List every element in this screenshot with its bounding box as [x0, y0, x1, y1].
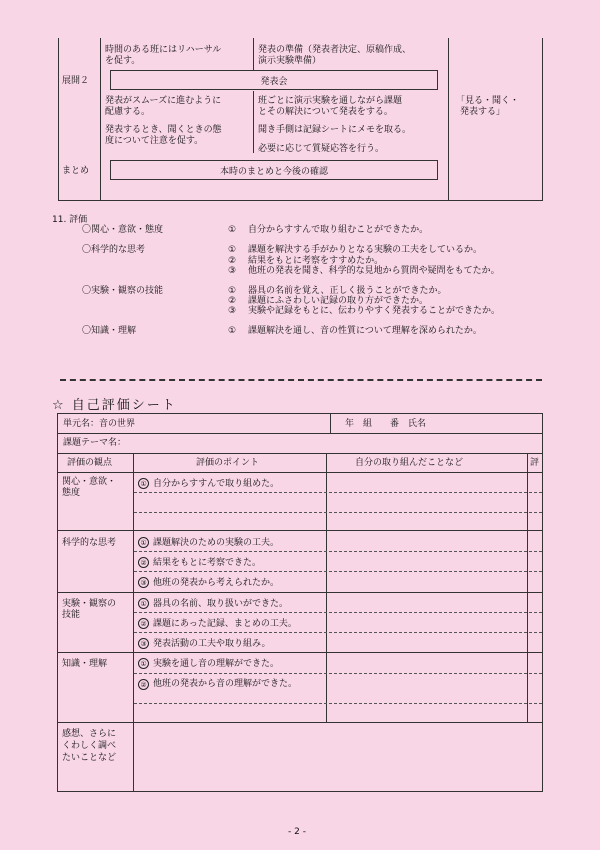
group2-item1-text: 課題解決のための実験の工夫。: [153, 538, 280, 548]
matome-box: 本時のまとめと今後の確認: [110, 160, 438, 180]
circle-number-icon: ③: [138, 638, 149, 649]
page-number: - 2 -: [288, 827, 306, 837]
impression-2: くわしく調べ: [62, 741, 117, 751]
group2-item3-text: 他班の発表から考えられたか。: [153, 578, 280, 588]
tenkai2-label: 展開２: [62, 76, 90, 86]
unit-name: 単元名：音の世界: [63, 419, 136, 429]
group3-item3-text: 発表活動の工夫や取り組み。: [153, 639, 271, 649]
group4-name-1: 知識・理解: [62, 659, 108, 669]
eval-text-1-1: 自分からすすんで取り組むことができたか。: [248, 225, 429, 235]
circle-number-icon: ①: [138, 537, 149, 548]
circle-number-icon: ②: [138, 679, 149, 690]
eval-label-2: 〇科学的な思考: [82, 245, 146, 255]
impression-3: たいことなど: [62, 753, 117, 763]
group3-item2-text: 課題にあった記録、まとめの工夫。: [153, 619, 297, 629]
group3-name-1: 実験・観察の: [62, 599, 117, 609]
group3-item2: [138, 618, 297, 630]
row1-mid-line2: を促す。: [105, 56, 141, 66]
eval-text-3-1: 器具の名前を覚え、正しく扱うことができたか。: [248, 286, 447, 296]
group1-name-2: 態度: [62, 488, 81, 498]
row2-mid-a2: 配慮する。: [105, 107, 151, 117]
row2-mid-b1: 発表するとき、聞くときの態: [105, 125, 222, 135]
circle-number-icon: ③: [138, 577, 149, 588]
eval-label-1: 〇関心・意欲・態度: [82, 225, 164, 235]
eval-label-4: 〇知識・理解: [82, 326, 137, 336]
group2-item2: [138, 557, 261, 569]
group1-name-1: 関心・意欲・: [62, 477, 117, 487]
eval-text-3-3: 実験や記録をもとに、伝わりやすく発表することができたか。: [248, 306, 501, 316]
circle-number-icon: ②: [138, 618, 149, 629]
group3-item1-text: 器具の名前、取り扱いができた。: [153, 599, 289, 609]
matome-label: まとめ: [62, 166, 90, 176]
eval-text-3-2: 課題にふさわしい記録の取り方ができたか。: [248, 296, 429, 306]
header-viewpoint: 評価の観点: [67, 458, 113, 468]
eval-text-2-2: 結果をもとに考察をすすめたか。: [248, 256, 384, 266]
row2-far-2: 発表する」: [460, 107, 506, 117]
header-score: 評: [530, 458, 540, 468]
row2-right-c: 必要に応じて質疑応答を行う。: [258, 144, 385, 154]
eval-text-2-1: 課題を解決する手がかりとなる実験の工夫をしているか。: [248, 245, 483, 255]
group2-item1: [138, 537, 279, 549]
eval-num-4-1: ①: [228, 326, 237, 336]
group3-item1: [138, 598, 288, 610]
impression-1: 感想、さらに: [62, 729, 117, 739]
group3-name-2: 技能: [62, 610, 81, 620]
eval-num-3-2: ②: [228, 296, 237, 306]
eval-text-4-1: 課題解決を通し、音の性質について理解を深められたか。: [248, 326, 482, 336]
circle-number-icon: ①: [138, 658, 149, 669]
group2-name-1: 科学的な思考: [62, 538, 117, 548]
group3-item3: [138, 638, 271, 650]
eval-num-2-1: ①: [228, 245, 237, 255]
row2-right-a2: とその解決について発表をする。: [258, 107, 393, 117]
eval-label-3: 〇実験・観察の技能: [82, 286, 164, 296]
group4-item2-text: 他班の発表から音の理解ができた。: [153, 679, 298, 689]
row2-right-b: 聞き手側は記録シートにメモを取る。: [258, 125, 412, 135]
circle-number-icon: ②: [138, 557, 149, 568]
presentation-box: 発表会: [110, 70, 438, 90]
group1-item1: [138, 478, 279, 490]
row2-far-1: 「見る・聞く・: [456, 96, 520, 106]
group4-item1-text: 実験を通し音の理解ができた。: [153, 659, 280, 669]
header-point: 評価のポイント: [196, 458, 260, 468]
group2-item3: [138, 577, 279, 589]
eval-num-2-2: ②: [228, 256, 237, 266]
eval-num-1-1: ①: [228, 225, 237, 235]
row1-right-line1: 発表の準備（発表者決定、原稿作成、: [258, 45, 412, 55]
header-done: 自分の取り組んだことなど: [355, 458, 464, 468]
circle-number-icon: ①: [138, 598, 149, 609]
row2-mid-b2: 度について注意を促す。: [105, 136, 204, 146]
sheet-title: ☆ 自己評価シート: [52, 398, 177, 413]
section-separator: [60, 379, 542, 381]
row1-mid-line1: 時間のある班にはリハーサル: [105, 45, 222, 55]
group4-item1: [138, 658, 279, 670]
circle-number-icon: ①: [138, 478, 149, 489]
row2-right-a1: 班ごとに演示実験を通しながら課題: [258, 96, 403, 106]
class-info: 年 組 番 氏名: [345, 419, 427, 429]
row1-right-line2: 演示実験準備）: [258, 56, 322, 66]
eval-text-2-3: 他班の発表を聞き、科学的な見地から質問や疑問をもてたか。: [248, 266, 500, 276]
eval-num-3-1: ①: [228, 286, 237, 296]
group1-item1-text: 自分からすすんで取り組めた。: [153, 479, 280, 489]
eval-num-3-3: ③: [228, 306, 237, 316]
group4-item2: [138, 679, 324, 690]
eval-num-2-3: ③: [228, 266, 237, 276]
row2-mid-a1: 発表がスムーズに進むように: [105, 96, 222, 106]
evaluation-heading: 11. 評価: [52, 215, 88, 225]
group2-item2-text: 結果をもとに考察できた。: [153, 558, 262, 568]
theme-name: 課題テーマ名：: [63, 438, 127, 448]
